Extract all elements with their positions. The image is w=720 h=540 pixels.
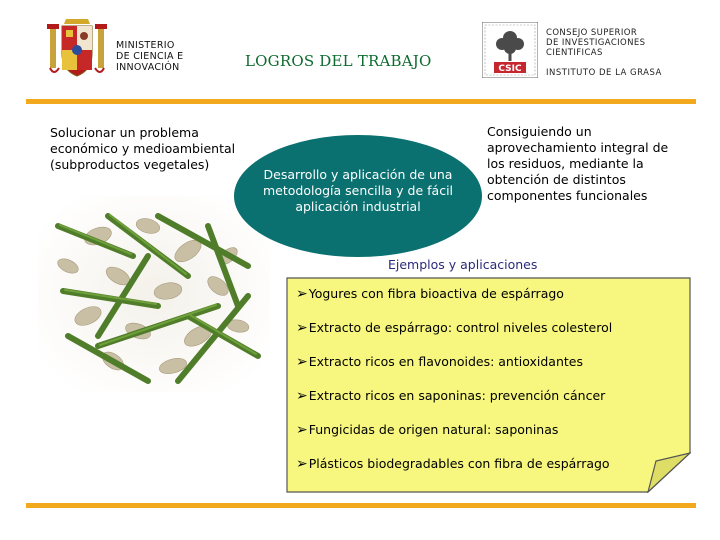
csic-logo-label: CSIC [498,64,522,74]
list-item [296,354,583,370]
methodology-line: aplicación industrial [295,199,421,214]
result-line: aprovechamiento integral de [487,140,669,155]
arrow-bullet-icon: ➢ [296,422,308,438]
spain-coat-of-arms-logo [44,16,110,82]
result-line: Consiguiendo un [487,124,592,139]
arrow-bullet-icon: ➢ [296,320,308,336]
list-item-label: Extracto ricos en saponinas: prevención cáncer [308,388,606,403]
list-item [296,422,558,438]
footer-divider [26,503,696,508]
list-item [296,388,605,404]
list-item [296,456,610,472]
ministry-line: MINISTERIO [116,40,175,51]
ministry-line: DE CIENCIA E [116,51,184,62]
ministry-name [116,40,216,73]
list-item [296,320,612,336]
arrow-bullet-icon: ➢ [296,388,308,404]
result-line: los residuos, mediante la [487,156,644,171]
list-item-label: Yogures con fibra bioactiva de espárrago [308,286,564,301]
list-item [296,286,564,302]
csic-line: CONSEJO SUPERIOR [546,28,638,38]
result-line: obtención de distintos [487,172,626,187]
csic-name [546,28,645,58]
ministry-line: INNOVACIÓN [116,62,180,73]
result-line: componentes funcionales [487,188,648,203]
csic-line: DE INVESTIGACIONES [546,38,646,48]
csic-line: CIENTIFICAS [546,48,603,58]
methodology-line: metodología sencilla y de fácil [262,183,454,198]
institute-name: INSTITUTO DE LA GRASA [546,68,662,78]
methodology-text [252,167,464,215]
result-statement [487,124,702,204]
methodology-line: Desarrollo y aplicación de una [263,167,453,182]
arrow-bullet-icon: ➢ [296,456,308,472]
asparagus-dish-photo [38,196,270,392]
list-item-label: Extracto ricos en flavonoides: antioxidantes [308,354,583,369]
examples-heading: Ejemplos y aplicaciones [388,257,538,272]
arrow-bullet-icon: ➢ [296,354,308,370]
problem-statement [50,125,255,173]
csic-tree-logo [482,22,538,78]
arrow-bullet-icon: ➢ [296,286,308,302]
problem-line: económico y medioambiental [50,141,236,156]
problem-line: (subproductos vegetales) [50,157,210,172]
header-divider [26,99,696,104]
page-title: LOGROS DEL TRABAJO [245,52,432,70]
list-item-label: Extracto de espárrago: control niveles colesterol [308,320,613,335]
list-item-label: Fungicidas de origen natural: saponinas [308,422,559,437]
list-item-label: Plásticos biodegradables con fibra de espárrago [308,456,610,471]
problem-line: Solucionar un problema [50,125,199,140]
